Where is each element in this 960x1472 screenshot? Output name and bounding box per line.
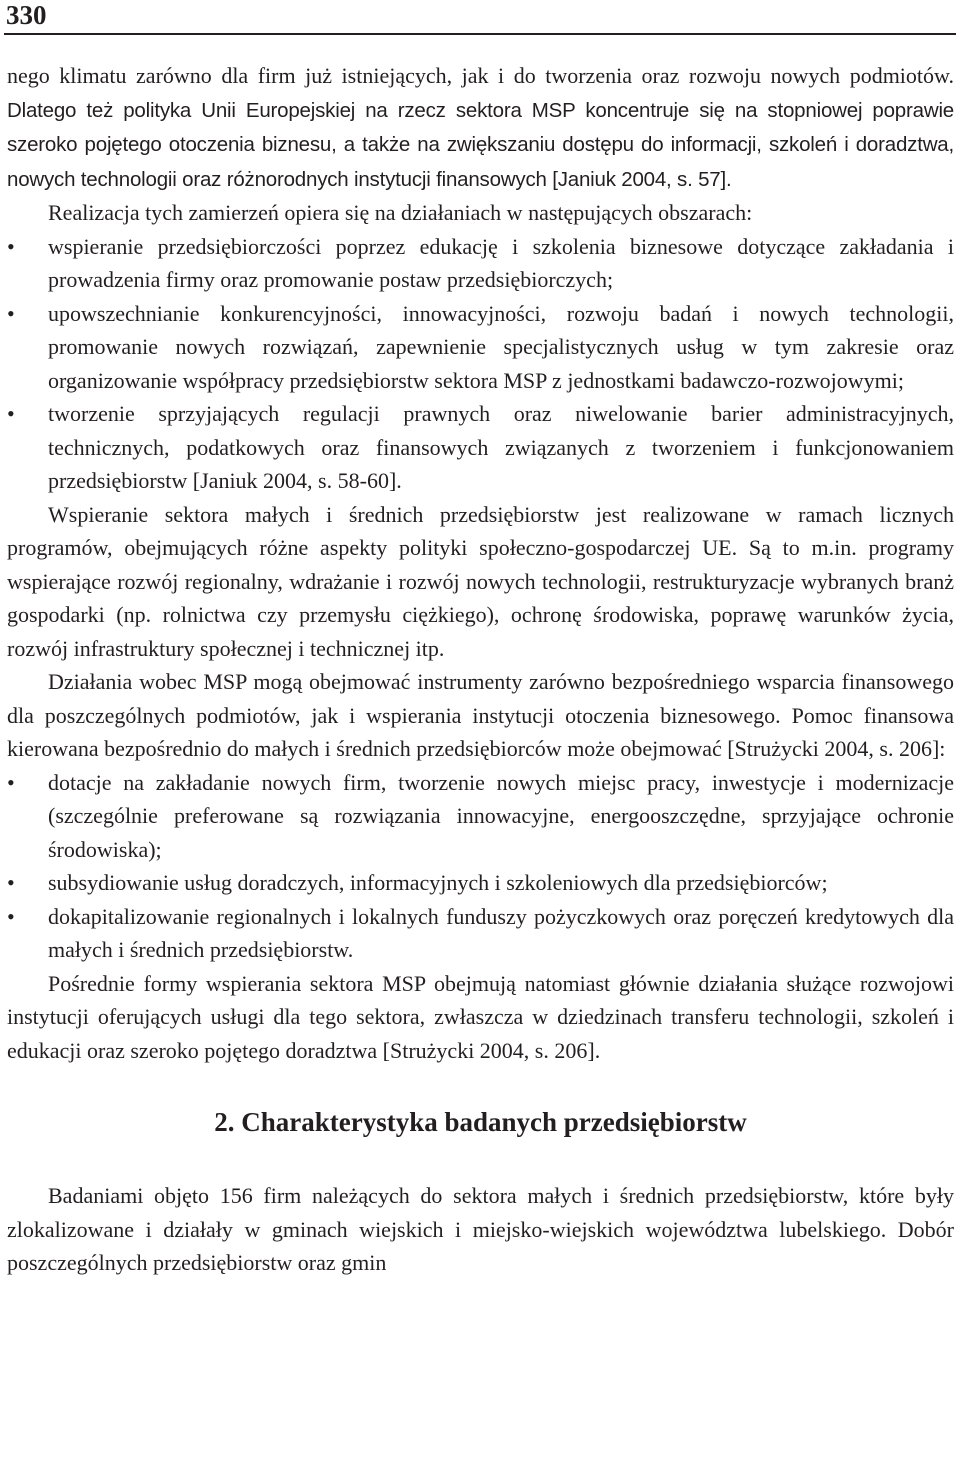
bullet-icon: • xyxy=(7,870,15,895)
list-item-text: tworzenie sprzyjających regulacji prawnych oraz niwelowanie barier administracyjnych, technicznych, podatkowych oraz finansowych związanych z tworzeniem i funkcjonowaniem przedsiębiorstw [Janiuk 2004, s. 58-60]. xyxy=(48,401,954,493)
areas-intro: Realizacja tych zamierzeń opiera się na działaniach w następujących obszarach: xyxy=(48,200,753,225)
list-item-text: wspieranie przedsiębiorczości poprzez edukację i szkolenia biznesowe dotyczące zakładania i prowadzenia firmy oraz promowanie postaw przedsiębiorczych; xyxy=(48,233,954,292)
intro-paragraph-sans: Dlatego też polityka Unii Europejskiej na rzecz sektora MSP koncentruje się na stopniowej poprawie szeroko pojętego otoczenia biznesu, a także na zwiększaniu dostępu do informacji, szkoleń i doradztwa, nowych technologii oraz różnorodnych instytucji finansowych [Janiuk 2004, s. 57]. xyxy=(7,98,954,191)
list-item xyxy=(7,297,954,398)
bullet-icon: • xyxy=(7,769,15,795)
bullet-icon: • xyxy=(7,300,15,326)
actions-paragraph: Działania wobec MSP mogą obejmować instrumenty zarówno bezpośredniego wsparcia finansowego dla poszczególnych podmiotów, jak i wspierania instytucji otoczenia biznesowego. Pomoc finansowa kierowana bezpośrednio do małych i średnich przedsiębiorców może obejmować [Strużycki 2004, s. 206]: xyxy=(7,669,954,761)
intro-paragraph xyxy=(7,59,954,196)
list-item xyxy=(7,900,954,967)
list-item-text: subsydiowanie usług doradczych, informacyjnych i szkoleniowych dla przedsiębiorców; xyxy=(48,870,828,895)
section-heading: 2. Charakterystyka badanych przedsiębiorstw xyxy=(214,1107,747,1137)
list-item-text: dotacje na zakładanie nowych firm, tworzenie nowych miejsc pracy, inwestycje i modernizacje (szczególnie preferowane są rozwiązania innowacyjne, energooszczędne, sprzyjające ochronie środowiska); xyxy=(48,769,954,862)
indirect-paragraph: Pośrednie formy wspierania sektora MSP obejmują natomiast głównie działania służące rozwojowi instytucji oferujących usługi dla tego sektora, zwłaszcza w dziedzinach transferu technologii, szkoleń i edukacji oraz szeroko pojętego doradztwa [Strużycki 2004, s. 206]. xyxy=(7,970,954,1063)
list-item xyxy=(7,766,954,867)
bullet-icon: • xyxy=(7,903,15,929)
intro-paragraph-serif: nego klimatu zarówno dla firm już istniejących, jak i do tworzenia oraz rozwoju nowych podmiotów. xyxy=(7,63,954,88)
list-item xyxy=(7,230,954,297)
page-number: 330 xyxy=(6,0,47,30)
body-text xyxy=(7,59,954,1280)
support-paragraph: Wspieranie sektora małych i średnich przedsiębiorstw jest realizowane w ramach licznych programów, obejmujących różne aspekty polityki społeczno-gospodarczej UE. Są to m.in. programy wspierające rozwój regionalny, wdrażanie i rozwój nowych technologii, restrukturyzacje wybranych branż gospodarki (np. rolnictwa czy przemysłu ciężkiego), ochronę środowiska, poprawę warunków życia, rozwój infrastruktury społecznej i technicznej itp. xyxy=(7,501,954,661)
list-item-text: dokapitalizowanie regionalnych i lokalnych funduszy pożyczkowych oraz poręczeń kredytowych dla małych i średnich przedsiębiorstw. xyxy=(48,903,954,962)
bullet-icon: • xyxy=(7,233,15,259)
list-item xyxy=(7,866,954,900)
bullet-icon: • xyxy=(7,401,15,426)
areas-bullet-list xyxy=(7,230,954,498)
list-item-text: upowszechnianie konkurencyjności, innowacyjności, rozwoju badań i nowych technologii, promowanie nowych rozwiązań, zapewnienie specjalistycznych usług w tym zakresie oraz organizowanie współpracy przedsiębiorstw sektora MSP z jednostkami badawczo-rozwojowymi; xyxy=(48,300,954,393)
financial-bullet-list xyxy=(7,766,954,967)
list-item xyxy=(7,397,954,498)
section-first-paragraph: Badaniami objęto 156 firm należących do sektora małych i średnich przedsiębiorstw, które były zlokalizowane i działały w gminach wiejskich i miejsko-wiejskich województwa lubelskiego. Dobór poszczególnych przedsiębiorstw oraz gmin xyxy=(7,1183,954,1275)
header-rule xyxy=(4,33,956,35)
